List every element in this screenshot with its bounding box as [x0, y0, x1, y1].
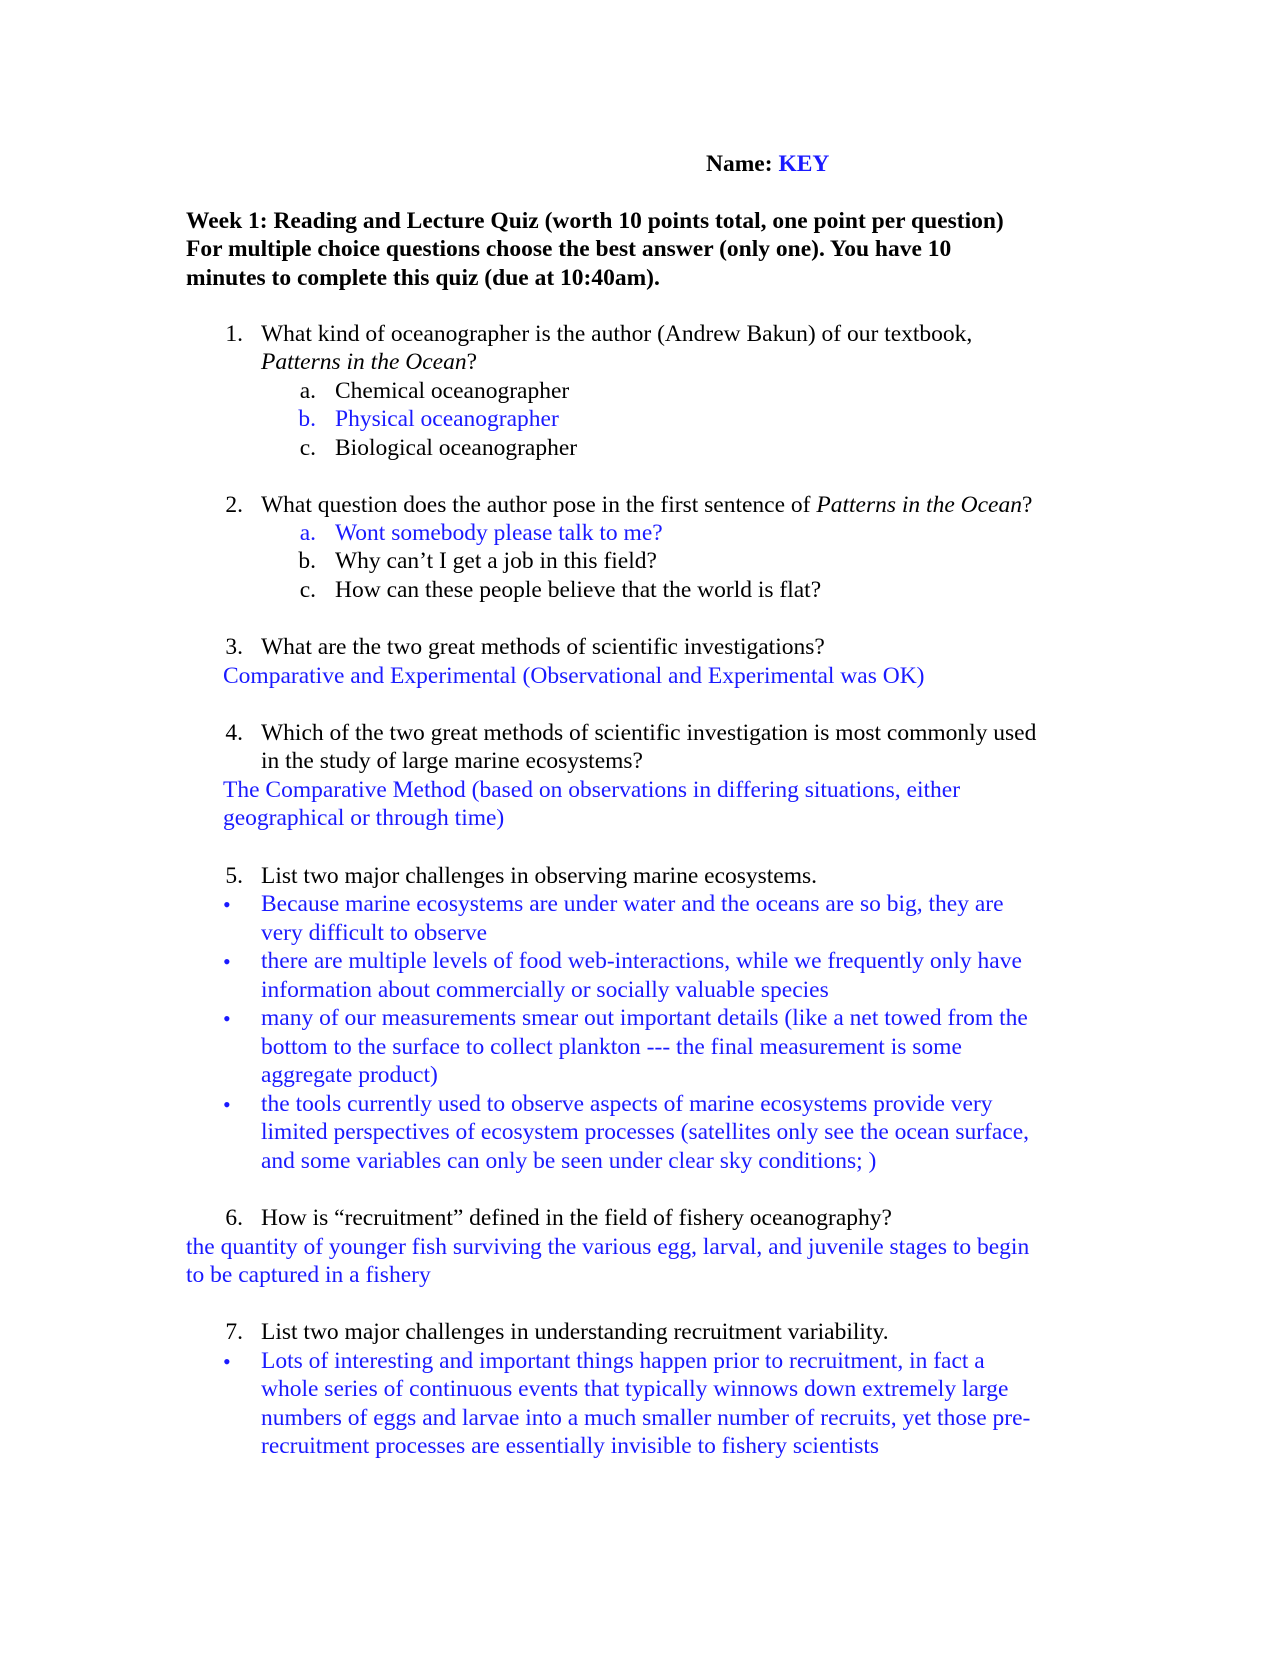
- q4-text-line-1: Which of the two great methods of scientific investigation is most commonly used: [261, 720, 1037, 746]
- q6-text: How is “recruitment” defined in the field of fishery oceanography?: [261, 1205, 892, 1231]
- quiz-instructions-line-1: For multiple choice questions choose the best answer (only one). You have 10: [186, 236, 952, 262]
- q2-option-c: How can these people believe that the world is flat?: [335, 577, 822, 603]
- q4-text-line-2: in the study of large marine ecosystems?: [261, 748, 643, 774]
- q5-bullet-1-marker: •: [223, 892, 231, 917]
- q1-text-line-2: [261, 348, 477, 377]
- q1-option-c-letter: c.: [299, 435, 316, 461]
- q1-option-a: Chemical oceanographer: [335, 378, 570, 404]
- q5-text: List two major challenges in observing marine ecosystems.: [261, 863, 818, 889]
- q6-answer-line-1: the quantity of younger fish surviving the various egg, larval, and juvenile stages to begin: [186, 1234, 1030, 1260]
- name-value: KEY: [778, 151, 830, 177]
- q1-option-b-answer: Physical oceanographer: [335, 406, 559, 432]
- q7-bullet-1-line-2: whole series of continuous events that typically winnows down extremely large: [261, 1376, 1009, 1402]
- q6-number: 6.: [225, 1205, 243, 1231]
- q5-bullet-4-line-3: and some variables can only be seen under clear sky conditions; ): [261, 1148, 877, 1174]
- q2-option-b-letter: b.: [298, 548, 316, 574]
- q7-bullet-1-line-3: numbers of eggs and larvae into a much smaller number of recruits, yet those pre-: [261, 1405, 1031, 1431]
- q1-question-mark: ?: [466, 349, 478, 375]
- q2-option-b: Why can’t I get a job in this field?: [335, 548, 657, 574]
- q6-answer-line-2: to be captured in a fishery: [186, 1262, 431, 1288]
- q1-option-b-letter: b.: [298, 406, 316, 432]
- q2-number: 2.: [225, 492, 243, 518]
- q1-number: 1.: [225, 321, 243, 347]
- q5-bullet-1-line-1: Because marine ecosystems are under water and the oceans are so big, they are: [261, 891, 1004, 917]
- q3-number: 3.: [225, 634, 243, 660]
- q5-bullet-4-line-1: the tools currently used to observe aspects of marine ecosystems provide very: [261, 1091, 993, 1117]
- q5-bullet-4-marker: •: [223, 1092, 231, 1117]
- q2-text-main: What question does the author pose in the first sentence of: [261, 492, 817, 518]
- q7-number: 7.: [225, 1319, 243, 1345]
- q5-bullet-3-line-3: aggregate product): [261, 1062, 438, 1088]
- q5-bullet-2-marker: •: [223, 949, 231, 974]
- quiz-instructions-line-2: minutes to complete this quiz (due at 10:40am).: [186, 265, 660, 291]
- q1-option-c: Biological oceanographer: [335, 435, 578, 461]
- quiz-title: Week 1: Reading and Lecture Quiz (worth 10 points total, one point per question): [186, 208, 1004, 234]
- q5-bullet-2-line-2: information about commercially or socially valuable species: [261, 977, 829, 1003]
- name-field: [706, 150, 829, 179]
- name-label: Name:: [706, 151, 773, 177]
- q5-bullet-4-line-2: limited perspectives of ecosystem processes (satellites only see the ocean surface,: [261, 1119, 1030, 1145]
- q4-number: 4.: [225, 720, 243, 746]
- q4-answer-line-1: The Comparative Method (based on observations in differing situations, either: [223, 777, 961, 803]
- q7-text: List two major challenges in understanding recruitment variability.: [261, 1319, 889, 1345]
- q2-text: [261, 491, 1032, 520]
- q2-question-mark: ?: [1021, 492, 1033, 518]
- q2-option-a-letter: a.: [299, 520, 316, 546]
- q1-option-a-letter: a.: [299, 378, 316, 404]
- q3-answer: Comparative and Experimental (Observational and Experimental was OK): [223, 663, 925, 689]
- q2-option-c-letter: c.: [299, 577, 316, 603]
- q2-option-a-answer: Wont somebody please talk to me?: [335, 520, 663, 546]
- q5-number: 5.: [225, 863, 243, 889]
- q5-bullet-3-line-1: many of our measurements smear out important details (like a net towed from the: [261, 1005, 1028, 1031]
- q7-bullet-1-line-1: Lots of interesting and important things happen prior to recruitment, in fact a: [261, 1348, 985, 1374]
- q1-book-title: Patterns in the Ocean: [261, 349, 467, 375]
- q7-bullet-1-line-4: recruitment processes are essentially invisible to fishery scientists: [261, 1433, 880, 1459]
- q3-text: What are the two great methods of scientific investigations?: [261, 634, 825, 660]
- q5-bullet-1-line-2: very difficult to observe: [261, 920, 488, 946]
- q5-bullet-3-marker: •: [223, 1006, 231, 1031]
- q7-bullet-1-marker: •: [223, 1349, 231, 1374]
- q4-answer-line-2: geographical or through time): [223, 805, 505, 831]
- q5-bullet-3-line-2: bottom to the surface to collect plankton --- the final measurement is some: [261, 1034, 962, 1060]
- q2-book-title: Patterns in the Ocean: [816, 492, 1022, 518]
- q1-text-line-1: What kind of oceanographer is the author (Andrew Bakun) of our textbook,: [261, 321, 973, 347]
- q5-bullet-2-line-1: there are multiple levels of food web-interactions, while we frequently only have: [261, 948, 1022, 974]
